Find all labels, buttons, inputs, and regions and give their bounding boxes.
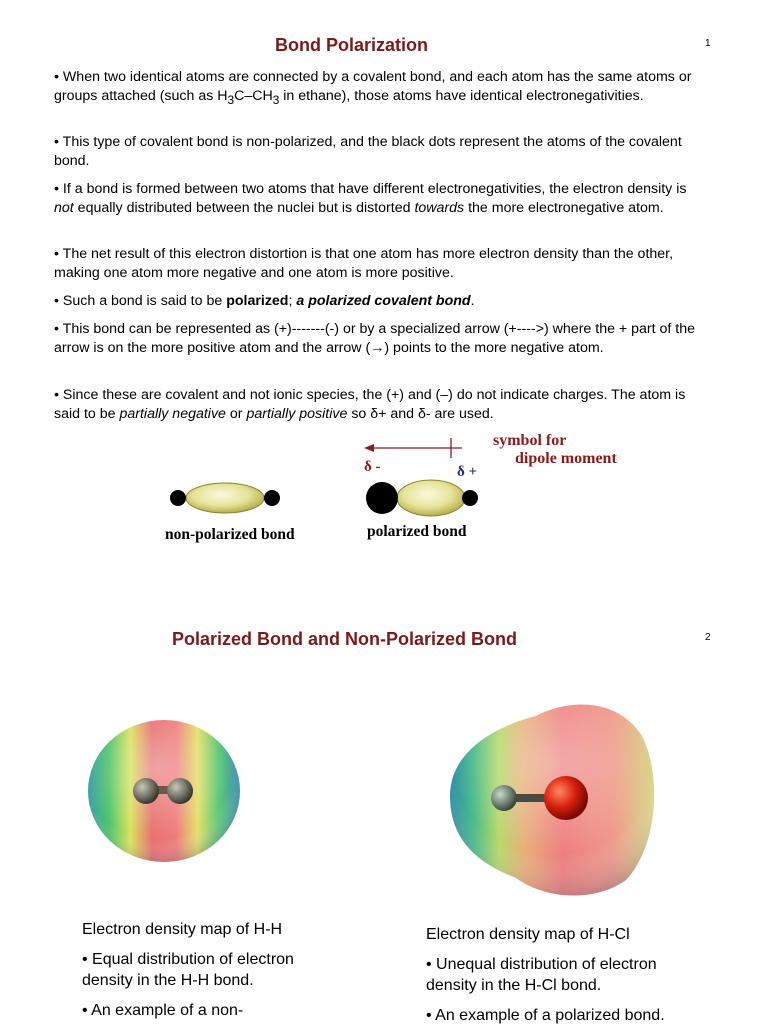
hh-bullet-1: • Equal distribution of electron density in the H-H bond.: [82, 951, 294, 989]
dipole-label-line1: symbol for: [493, 432, 567, 449]
hh-density-map-image: [86, 718, 246, 868]
bond-figure: [0, 430, 768, 570]
bond-lobe: [186, 483, 264, 513]
polarized-bond-diagram: [366, 480, 478, 516]
atom-small-positive: [462, 490, 478, 506]
non-polarized-caption: non-polarized bond: [165, 526, 295, 543]
bond-lobe-polarized: [397, 480, 465, 516]
delta-plus-label: δ +: [457, 464, 478, 480]
bullet-polarized-definition: • Such a bond is said to be polarized; a polarized covalent bond.: [54, 293, 475, 309]
atom-left: [170, 490, 186, 506]
bullet-identical-atoms: • When two identical atoms are connected by a covalent bond, and each atom has the same atoms or groups attached (such as $H_3C-CH_3$ in ethane), those atoms have identical electronegativities.: [54, 69, 692, 107]
bullet-net-result: • The net result of this electron distortion is that one atom has more electron density than the other, making one atom more negative and one atom is more positive.: [54, 246, 674, 281]
dipole-label-line2: dipole moment: [515, 450, 617, 467]
slide2-title: Polarized Bond and Non-Polarized Bond: [172, 629, 518, 649]
bullet-partial-charges: • Since these are covalent and not ionic species, the (+) and (–) do not indicate charges. The atom is said to be partially negative or partially positive so δ+ and δ- are used.: [54, 387, 686, 422]
polarized-caption: polarized bond: [367, 523, 467, 540]
hcl-description: [426, 924, 711, 1035]
bullet-non-polarized: • This type of covalent bond is non-polarized, and the black dots represent the atoms of the covalent bond.: [54, 134, 682, 169]
hh-heading: Electron density map of H-H: [82, 921, 283, 938]
hh-description: [82, 919, 337, 1030]
non-polarized-bond-diagram: [170, 483, 280, 513]
dipole-arrow-icon: [364, 438, 462, 458]
bullet-arrow-representation: • This bond can be represented as (+)-------(-) or by a specialized arrow (+---->) where the + part of the arrow is on the more positive atom and the arrow (→) points to the more negative atom.: [54, 321, 696, 356]
hcl-heading: Electron density map of H-Cl: [426, 926, 630, 943]
hcl-bullet-2: • An example of a polarized bond.: [426, 1007, 665, 1024]
atom-large-negative: [366, 482, 398, 514]
slide2-page-number: 2: [705, 632, 711, 643]
delta-minus-label: δ -: [364, 459, 381, 475]
hcl-bullet-1: • Unequal distribution of electron density in the H-Cl bond.: [426, 956, 657, 994]
hcl-density-map-image: [446, 696, 662, 900]
hh-bullet-2: • An example of a non-: [82, 1002, 244, 1019]
bullet-different-electronegativities: • If a bond is formed between two atoms that have different electronegativities, the electron density is not equally distributed between the nuclei but is distorted towards the more electronegative atom.: [54, 181, 687, 216]
slide1-page-number: 1: [705, 38, 711, 49]
atom-right: [264, 490, 280, 506]
slide1-title: Bond Polarization: [275, 35, 428, 55]
